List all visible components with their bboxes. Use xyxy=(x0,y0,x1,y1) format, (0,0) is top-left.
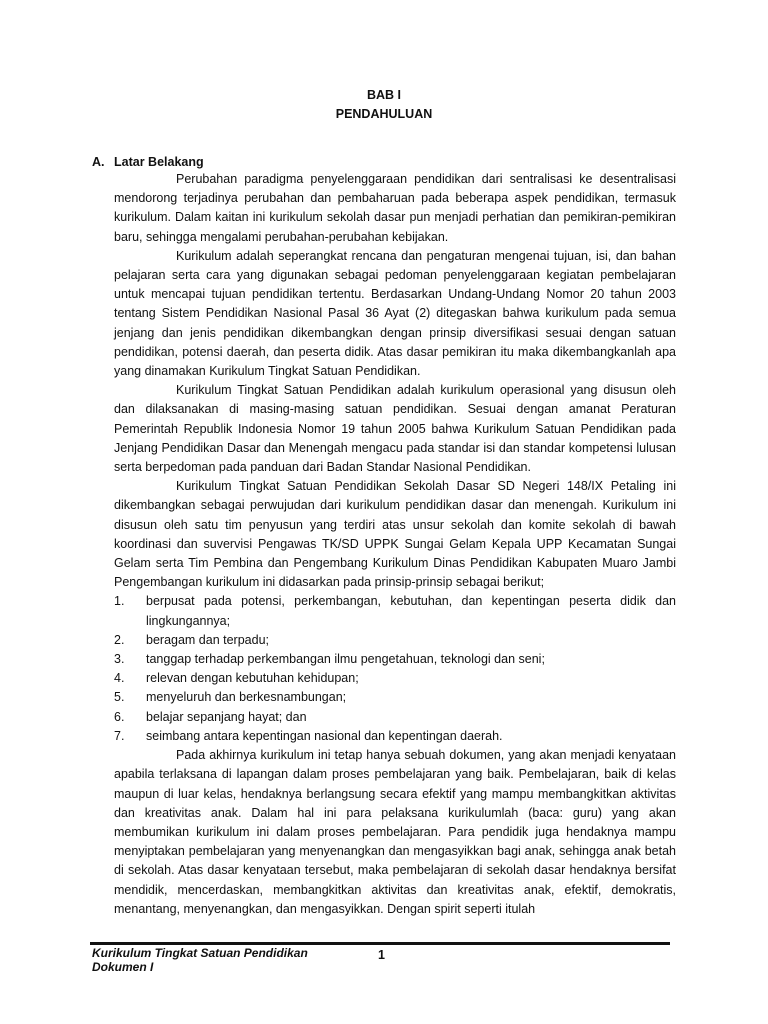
section-heading xyxy=(92,153,204,171)
list-number: 2. xyxy=(114,632,125,647)
footer-rule xyxy=(90,942,670,945)
list-item xyxy=(114,727,676,746)
list-number: 7. xyxy=(114,728,125,743)
list-text: relevan dengan kebutuhan kehidupan; xyxy=(146,671,359,686)
list-item xyxy=(114,592,676,630)
paragraph: Kurikulum Tingkat Satuan Pendidikan Sekolah Dasar SD Negeri 148/IX Petaling ini dikembangkan sebagai perwujudan dari kurikulum pendidikan dasar dan menengah. Kurikulum ini disusun oleh satu tim penyusun yang terdiri atas unsur sekolah dan komite sekolah di bawah koordinasi dan suvervisi Pengawas TK/SD UPPK Sungai Gelam Kepala UPP Kecamatan Sungai Gelam serta Tim Pembina dan Pengembang Kurikulum Dinas Pendidikan Kabupaten Muaro Jambi Pengembangan kurikulum ini didasarkan pada prinsip-prinsip sebagai berikut; xyxy=(114,479,676,590)
list-text: tanggap terhadap perkembangan ilmu pengetahuan, teknologi dan seni; xyxy=(146,652,545,667)
list-text: berpusat pada potensi, perkembangan, kebutuhan, dan kepentingan peserta didik dan lingkungannya; xyxy=(146,594,676,628)
list-number: 1. xyxy=(114,594,125,609)
list-text: menyeluruh dan berkesnambungan; xyxy=(146,690,347,705)
list-item xyxy=(114,631,676,650)
list-text: seimbang antara kepentingan nasional dan kepentingan daerah. xyxy=(146,728,503,743)
list-number: 4. xyxy=(114,671,125,686)
list-item xyxy=(114,708,676,727)
list-item xyxy=(114,669,676,688)
list-text: belajar sepanjang hayat; dan xyxy=(146,709,307,724)
list-text: beragam dan terpadu; xyxy=(146,632,270,647)
page-number: 1 xyxy=(378,948,385,962)
footer-doc-subtitle: Dokumen I xyxy=(92,960,154,974)
list-number: 6. xyxy=(114,709,125,724)
list-item xyxy=(114,688,676,707)
paragraph: Kurikulum Tingkat Satuan Pendidikan adalah kurikulum operasional yang disusun oleh dan dilaksanakan di masing-masing satuan pendidikan. Sesuai dengan amanat Peraturan Pemerintah Republik Indonesia Nomor 19 tahun 2005 bahwa Kurikulum Satuan Pendidikan pada Jenjang Pendidikan Dasar dan Menengah mengacu pada standar isi dan standar kompetensi lulusan serta berpedoman pada panduan dari Badan Standar Nasional Pendidikan. xyxy=(114,383,676,475)
chapter-number: BAB I xyxy=(366,88,402,102)
principles-list xyxy=(114,592,676,746)
list-number: 5. xyxy=(114,690,125,705)
closing-paragraph: Pada akhirnya kurikulum ini tetap hanya sebuah dokumen, yang akan menjadi kenyataan apabila terlaksana di lapangan dalam proses pembelajaran yang baik. Pembelajaran, baik di kelas maupun di luar kelas, hendaknya berlangsung secara efektif yang mampu membangkitkan aktivitas dan kreativitas anak. Dalam hal ini para pelaksana kurikulumlah (baca: guru) yang akan membumikan kurikulum ini dalam proses pembelajaran. Para pendidik juga hendaknya mampu menyiptakan pembelajaran yang menyenangkan dan mengasyikkan bagi anak, sehingga anak betah di sekolah. Atas dasar kenyataan tersebut, maka pembelajaran di sekolah dasar hendaknya bersifat mendidik, mencerdaskan, membangkitkan aktivitas dan kreativitas anak, efektif, demokratis, menantang, menyenangkan, dan mengasyikkan. Dengan spirit seperti itulah xyxy=(114,748,676,916)
footer-document-info xyxy=(92,946,308,974)
section-title: Latar Belakang xyxy=(114,155,204,169)
footer-doc-title: Kurikulum Tingkat Satuan Pendidikan xyxy=(92,946,308,960)
list-number: 3. xyxy=(114,652,125,667)
list-item xyxy=(114,650,676,669)
chapter-title: PENDAHULUAN xyxy=(335,107,433,121)
paragraph: Kurikulum adalah seperangkat rencana dan pengaturan mengenai tujuan, isi, dan bahan pelajaran serta cara yang digunakan sebagai pedoman penyelenggaraan kegiatan pembelajaran untuk mencapai tujuan pendidikan tertentu. Berdasarkan Undang-Undang Nomor 20 tahun 2003 tentang Sistem Pendidikan Nasional Pasal 36 Ayat (2) ditegaskan bahwa kurikulum pada semua jenjang dan jenis pendidikan dikembangkan dengan prinsip diversifikasi sesuai dengan satuan pendidikan, potensi daerah, dan peserta didik. Atas dasar pemikiran itu maka dikembangkanlah apa yang dinamakan Kurikulum Tingkat Satuan Pendidikan. xyxy=(114,248,676,379)
section-letter: A. xyxy=(92,155,105,169)
paragraph: Perubahan paradigma penyelenggaraan pendidikan dari sentralisasi ke desentralisasi mendorong terjadinya perubahan dan pembaharuan pada beberapa aspek pendidikan, termasuk kurikulum. Dalam kaitan ini kurikulum sekolah dasar pun menjadi perhatian dan pemikiran-pemikiran baru, sehingga mengalami perubahan-perubahan kebijakan. xyxy=(114,172,676,244)
body-text xyxy=(114,170,676,919)
